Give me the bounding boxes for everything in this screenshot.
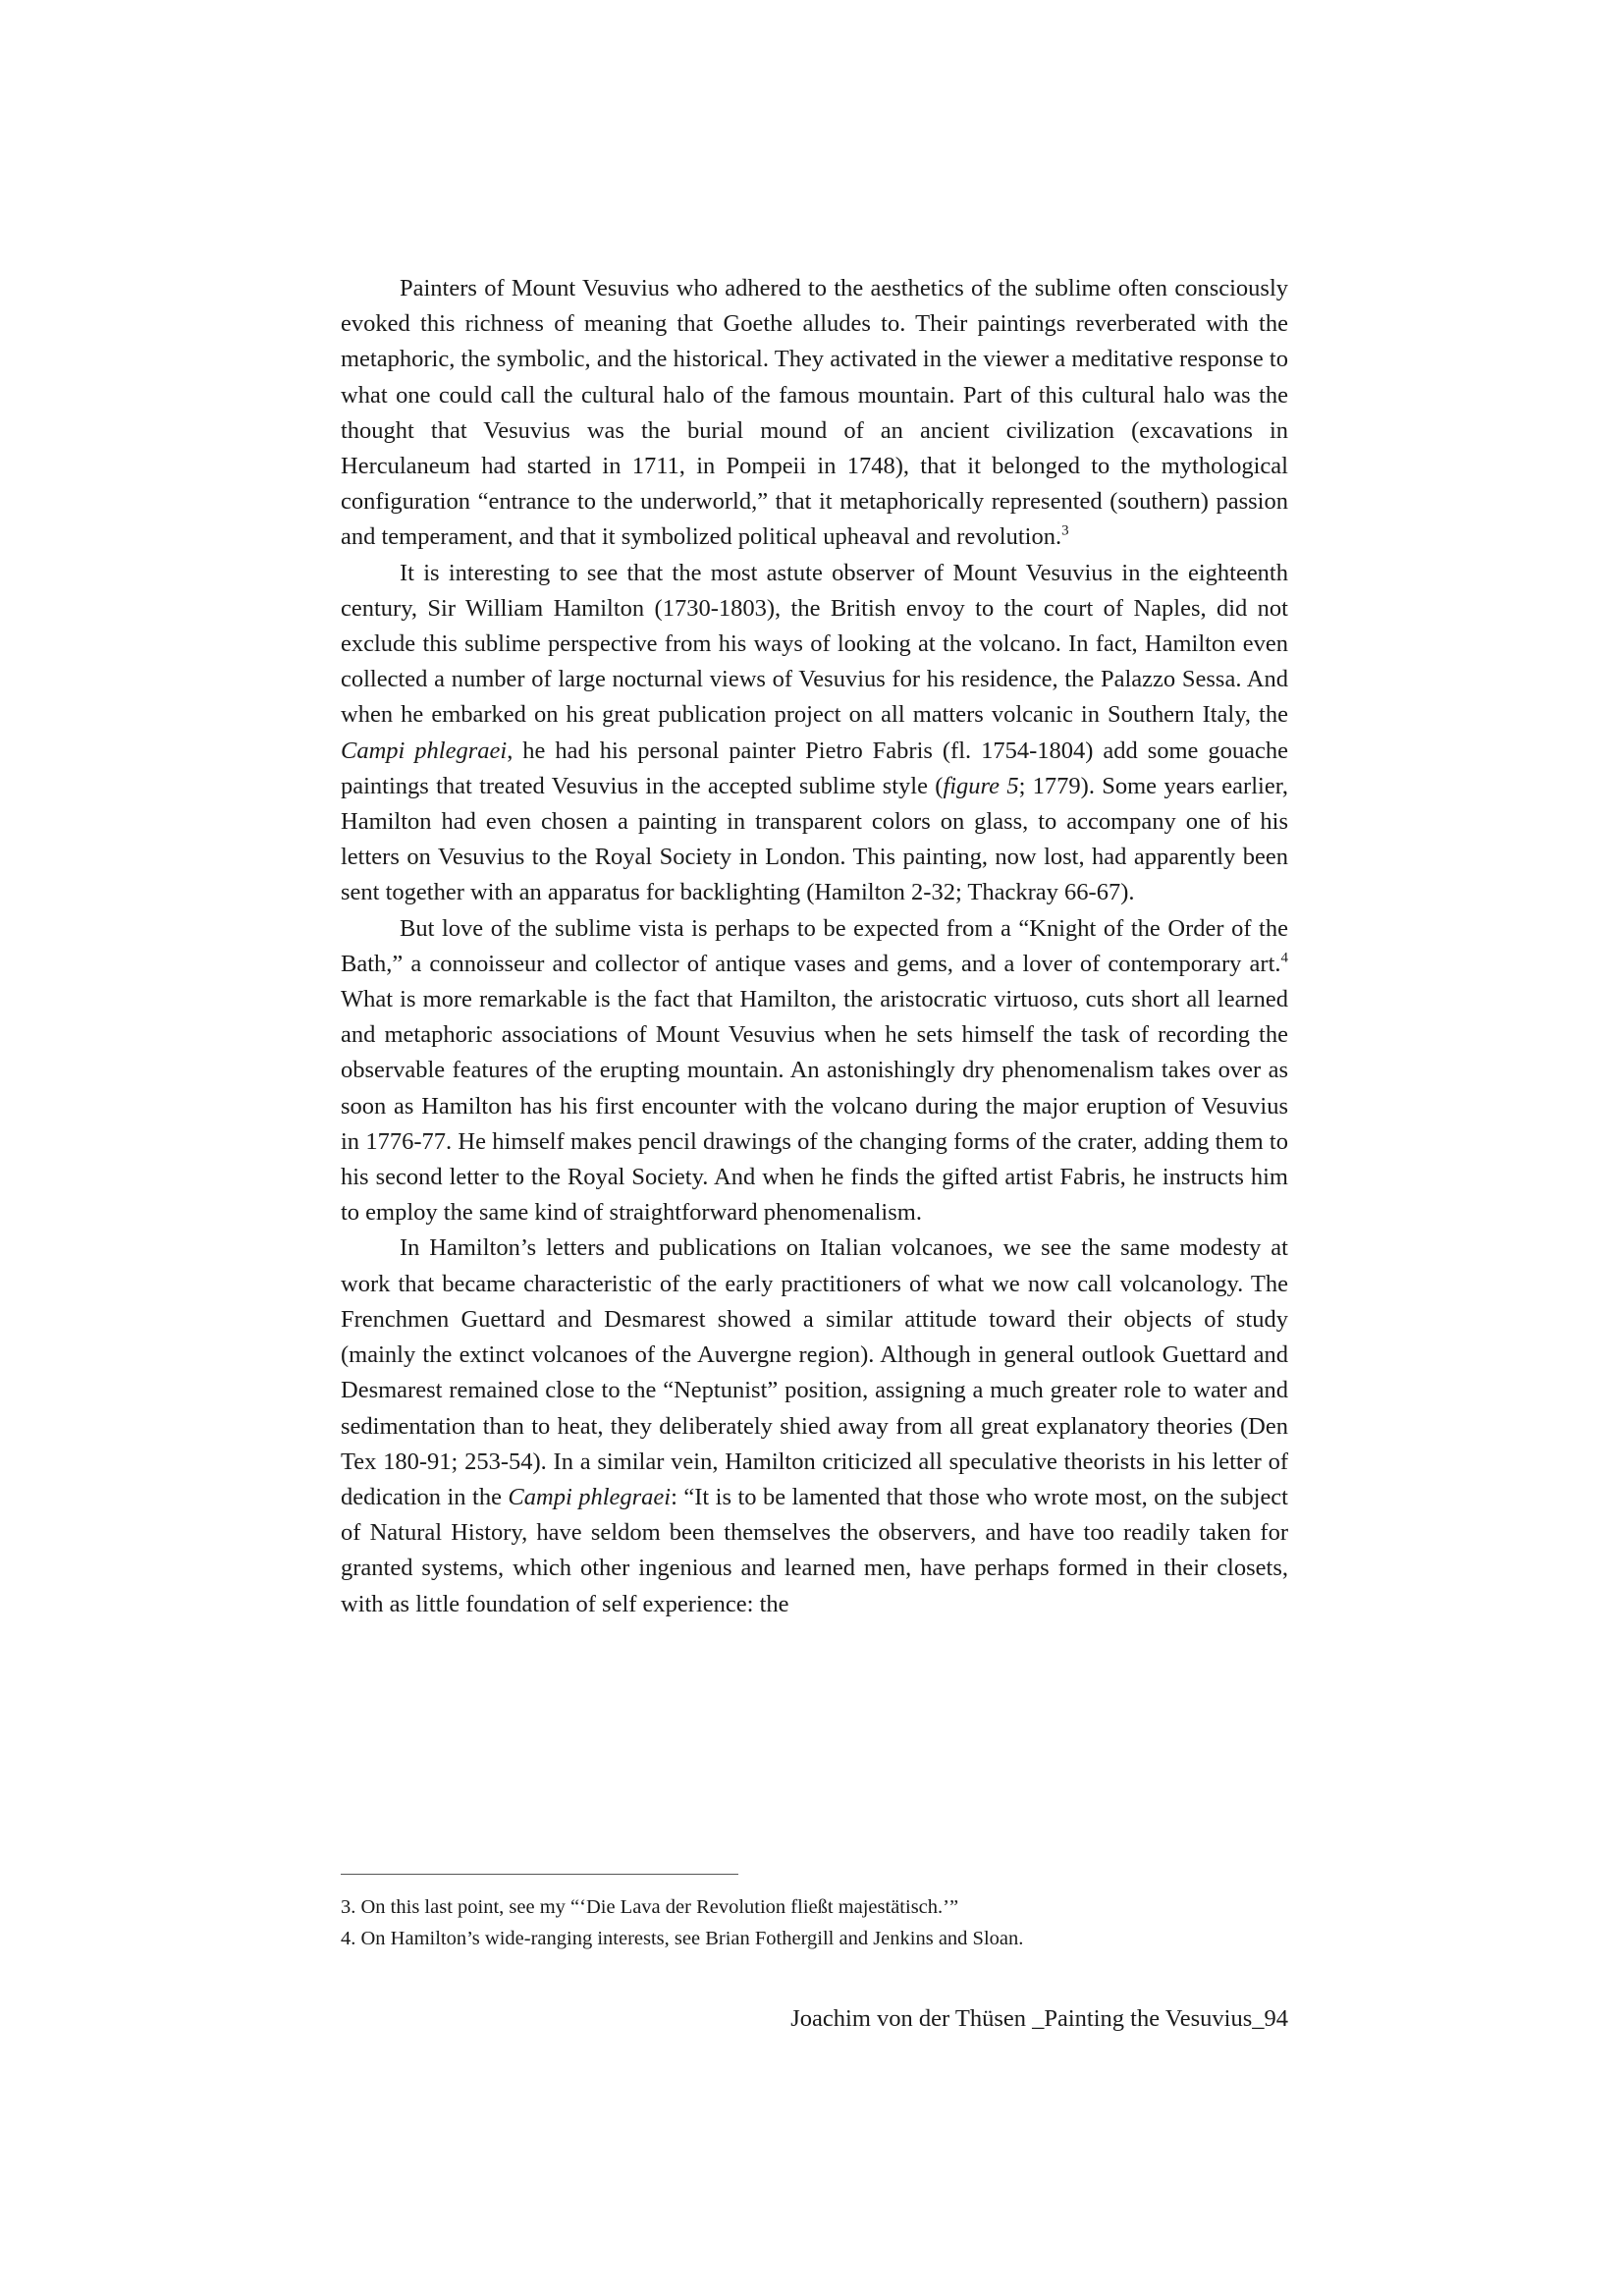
paragraph-4-text-a: In Hamilton’s letters and publications on Italian volcanoes, we see the same modesty at work that became characteristic of the early practitioners of what we now call volcanology. The Frenchmen Guettard and Desmarest showed a similar attitude toward their objects of study (mainly the extinct volcanoes of the Auvergne region). Although in general outlook Guettard and Desmarest remained close to the “Neptunist” position, assigning a much greater role to water and sedimentation than to heat, they deliberately shied away from all great explanatory theories (Den Tex 180-91; 253-54). In a similar vein, Hamilton criticized all speculative theorists in his letter of dedication in the [341, 1234, 1288, 1510]
footnote-3: 3. On this last point, see my “‘Die Lava der Revolution fließt majestätisch.’” [341, 1896, 959, 1918]
paragraph-2 [341, 556, 1288, 911]
footnote-separator [341, 1874, 738, 1875]
footnote-4: 4. On Hamilton’s wide-ranging interests, see Brian Fothergill and Jenkins and Sloan. [341, 1928, 1024, 1949]
paragraph-3-text-b: What is more remarkable is the fact that Hamilton, the aristocratic virtuoso, cuts short all learned and metaphoric associations of Mount Vesuvius when he sets himself the task of recording the observable features of the erupting mountain. An astonishingly dry phenomenalism takes over as soon as Hamilton has his first encounter with the volcano during the major eruption of Vesuvius in 1776-77. He himself makes pencil drawings of the changing forms of the crater, adding them to his second letter to the Royal Society. And when he finds the gifted artist Fabris, he instructs him to employ the same kind of straightforward phenomenalism. [341, 986, 1288, 1227]
footnotes [341, 1891, 1288, 1954]
paragraph-3-text-a: But love of the sublime vista is perhaps to be expected from a “Knight of the Order of the Bath,” a connoisseur and collector of antique vases and gems, and a lover of contemporary art. [341, 914, 1288, 977]
footnote-ref-3[interactable]: 3 [1061, 522, 1069, 539]
paragraph-1 [341, 271, 1288, 556]
paragraph-4-text-b: : “It is to be lamented that those who wrote most, on the subject of Natural History, have seldom been themselves the observers, and have too readily taken for granted systems, which other ingenious and learned men, have perhaps formed in their closets, with as little foundation of self experience: the [341, 1483, 1288, 1617]
paragraph-2-text-c: ; 1779). Some years earlier, Hamilton had even chosen a painting in transparent colors on glass, to accompany one of his letters on Vesuvius to the Royal Society in London. This painting, now lost, had apparently been sent together with an apparatus for backlighting (Hamilton 2-32; Thackray 66-67). [341, 772, 1288, 906]
paragraph-4 [341, 1230, 1288, 1621]
footnote-ref-4[interactable]: 4 [1280, 950, 1288, 966]
paragraph-3 [341, 911, 1288, 1231]
figure-reference: figure 5 [943, 772, 1019, 799]
italic-title-campi-phlegraei: Campi phlegraei [508, 1483, 672, 1510]
paragraph-2-text-a: It is interesting to see that the most astute observer of Mount Vesuvius in the eighteenth century, Sir William Hamilton (1730-1803), the British envoy to the court of Naples, did not exclude this sublime perspective from his ways of looking at the volcano. In fact, Hamilton even collected a number of large nocturnal views of Vesuvius for his residence, the Palazzo Sessa. And when he embarked on his great publication project on all matters volcanic in Southern Italy, the [341, 559, 1288, 729]
running-footer: Joachim von der Thüsen _Painting the Vesuvius_94 [790, 2005, 1288, 2032]
italic-title-campi-phlegraei: Campi phlegraei [341, 737, 508, 764]
paragraph-2-text-b: , he had his personal painter Pietro Fabris (fl. 1754-1804) add some gouache paintings that treated Vesuvius in the accepted sublime style ( [341, 737, 1288, 799]
body-text [341, 271, 1288, 1622]
paragraph-1-text: Painters of Mount Vesuvius who adhered to the aesthetics of the sublime often consciously evoked this richness of meaning that Goethe alludes to. Their paintings reverberated with the metaphoric, the symbolic, and the historical. They activated in the viewer a meditative response to what one could call the cultural halo of the famous mountain. Part of this cultural halo was the thought that Vesuvius was the burial mound of an ancient civilization (excavations in Herculaneum had started in 1711, in Pompeii in 1748), that it belonged to the mythological configuration “entrance to the underworld,” that it metaphorically represented (southern) passion and temperament, and that it symbolized political upheaval and revolution. [341, 275, 1288, 551]
